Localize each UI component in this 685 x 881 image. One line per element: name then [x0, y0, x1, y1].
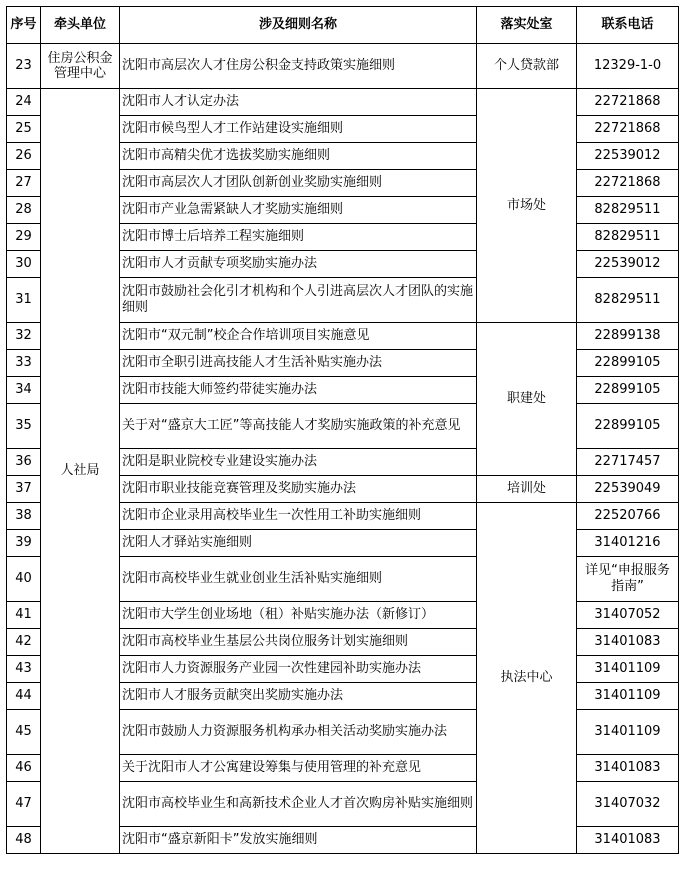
row-number: 35: [7, 404, 41, 449]
policy-name: 沈阳市人才认定办法: [120, 89, 477, 116]
row-number: 36: [7, 449, 41, 476]
phone: 31401109: [577, 710, 679, 755]
policy-name: 沈阳市高校毕业生就业创业生活补贴实施细则: [120, 557, 477, 602]
phone: 22539012: [577, 143, 679, 170]
row-number: 33: [7, 350, 41, 377]
row-number: 48: [7, 827, 41, 854]
phone: 22899105: [577, 377, 679, 404]
phone: 22717457: [577, 449, 679, 476]
phone: 22539049: [577, 476, 679, 503]
phone: 31401083: [577, 629, 679, 656]
phone: 详见“申报服务指南”: [577, 557, 679, 602]
row-number: 38: [7, 503, 41, 530]
policy-name: 沈阳市博士后培养工程实施细则: [120, 224, 477, 251]
header-row: [7, 7, 679, 44]
row-number: 32: [7, 323, 41, 350]
row-number: 34: [7, 377, 41, 404]
phone: 22721868: [577, 116, 679, 143]
phone: 22721868: [577, 170, 679, 197]
dept-loan: 个人贷款部: [477, 44, 577, 89]
header-unit: 牵头单位: [41, 7, 120, 44]
row-number: 47: [7, 782, 41, 827]
phone: 31401083: [577, 755, 679, 782]
phone: 82829511: [577, 224, 679, 251]
header-name: 涉及细则名称: [120, 7, 477, 44]
table-row: [7, 44, 679, 89]
row-number: 23: [7, 44, 41, 89]
policy-name: 沈阳市高校毕业生和高新技术企业人才首次购房补贴实施细则: [120, 782, 477, 827]
policy-name: 沈阳人才驿站实施细则: [120, 530, 477, 557]
dept-vocational: 职建处: [477, 323, 577, 476]
row-number: 45: [7, 710, 41, 755]
dept-training: 培训处: [477, 476, 577, 503]
policy-name: 沈阳市全职引进高技能人才生活补贴实施办法: [120, 350, 477, 377]
policy-name: 沈阳市候鸟型人才工作站建设实施细则: [120, 116, 477, 143]
policy-name: 沈阳市大学生创业场地（租）补贴实施办法（新修订）: [120, 602, 477, 629]
phone: 12329-1-0: [577, 44, 679, 89]
row-number: 46: [7, 755, 41, 782]
policy-table: [6, 6, 679, 854]
row-number: 42: [7, 629, 41, 656]
row-number: 30: [7, 251, 41, 278]
row-number: 27: [7, 170, 41, 197]
policy-name: 沈阳是职业院校专业建设实施办法: [120, 449, 477, 476]
policy-name: 沈阳市企业录用高校毕业生一次性用工补助实施细则: [120, 503, 477, 530]
header-seq: 序号: [7, 7, 41, 44]
dept-enforcement: 执法中心: [477, 503, 577, 854]
policy-name: 沈阳市产业急需紧缺人才奖励实施细则: [120, 197, 477, 224]
phone: 22899105: [577, 404, 679, 449]
policy-name: 沈阳市人才服务贡献突出奖励实施办法: [120, 683, 477, 710]
phone: 82829511: [577, 278, 679, 323]
header-dept: 落实处室: [477, 7, 577, 44]
phone: 82829511: [577, 197, 679, 224]
row-number: 24: [7, 89, 41, 116]
phone: 31401109: [577, 656, 679, 683]
phone: 22520766: [577, 503, 679, 530]
row-number: 26: [7, 143, 41, 170]
policy-name: 沈阳市高精尖优才选拔奖励实施细则: [120, 143, 477, 170]
policy-name: 沈阳市人力资源服务产业园一次性建园补助实施办法: [120, 656, 477, 683]
phone: 22539012: [577, 251, 679, 278]
policy-name: 关于对“盛京大工匠”等高技能人才奖励实施政策的补充意见: [120, 404, 477, 449]
dept-market: 市场处: [477, 89, 577, 323]
row-number: 29: [7, 224, 41, 251]
phone: 31401083: [577, 827, 679, 854]
policy-name: 沈阳市技能大师签约带徒实施办法: [120, 377, 477, 404]
policy-name: 沈阳市鼓励人力资源服务机构承办相关活动奖励实施办法: [120, 710, 477, 755]
phone: 22899105: [577, 350, 679, 377]
policy-name: 沈阳市高校毕业生基层公共岗位服务计划实施细则: [120, 629, 477, 656]
row-number: 41: [7, 602, 41, 629]
policy-name: 沈阳市鼓励社会化引才机构和个人引进高层次人才团队的实施细则: [120, 278, 477, 323]
row-number: 28: [7, 197, 41, 224]
row-number: 44: [7, 683, 41, 710]
row-number: 25: [7, 116, 41, 143]
row-number: 43: [7, 656, 41, 683]
phone: 31401109: [577, 683, 679, 710]
unit-hrss: 人社局: [41, 89, 120, 854]
phone: 22899138: [577, 323, 679, 350]
phone: 31407052: [577, 602, 679, 629]
phone: 31407032: [577, 782, 679, 827]
policy-name: 关于沈阳市人才公寓建设筹集与使用管理的补充意见: [120, 755, 477, 782]
policy-name: 沈阳市“双元制”校企合作培训项目实施意见: [120, 323, 477, 350]
policy-name: 沈阳市人才贡献专项奖励实施办法: [120, 251, 477, 278]
policy-name: 沈阳市高层次人才团队创新创业奖励实施细则: [120, 170, 477, 197]
row-number: 40: [7, 557, 41, 602]
row-number: 37: [7, 476, 41, 503]
policy-name: 沈阳市职业技能竞赛管理及奖励实施办法: [120, 476, 477, 503]
policy-name: 沈阳市“盛京新阳卡”发放实施细则: [120, 827, 477, 854]
header-phone: 联系电话: [577, 7, 679, 44]
policy-name: 沈阳市高层次人才住房公积金支持政策实施细则: [120, 44, 477, 89]
row-number: 39: [7, 530, 41, 557]
unit-housing: 住房公积金管理中心: [41, 44, 120, 89]
phone: 31401216: [577, 530, 679, 557]
table-row: [7, 89, 679, 116]
row-number: 31: [7, 278, 41, 323]
phone: 22721868: [577, 89, 679, 116]
